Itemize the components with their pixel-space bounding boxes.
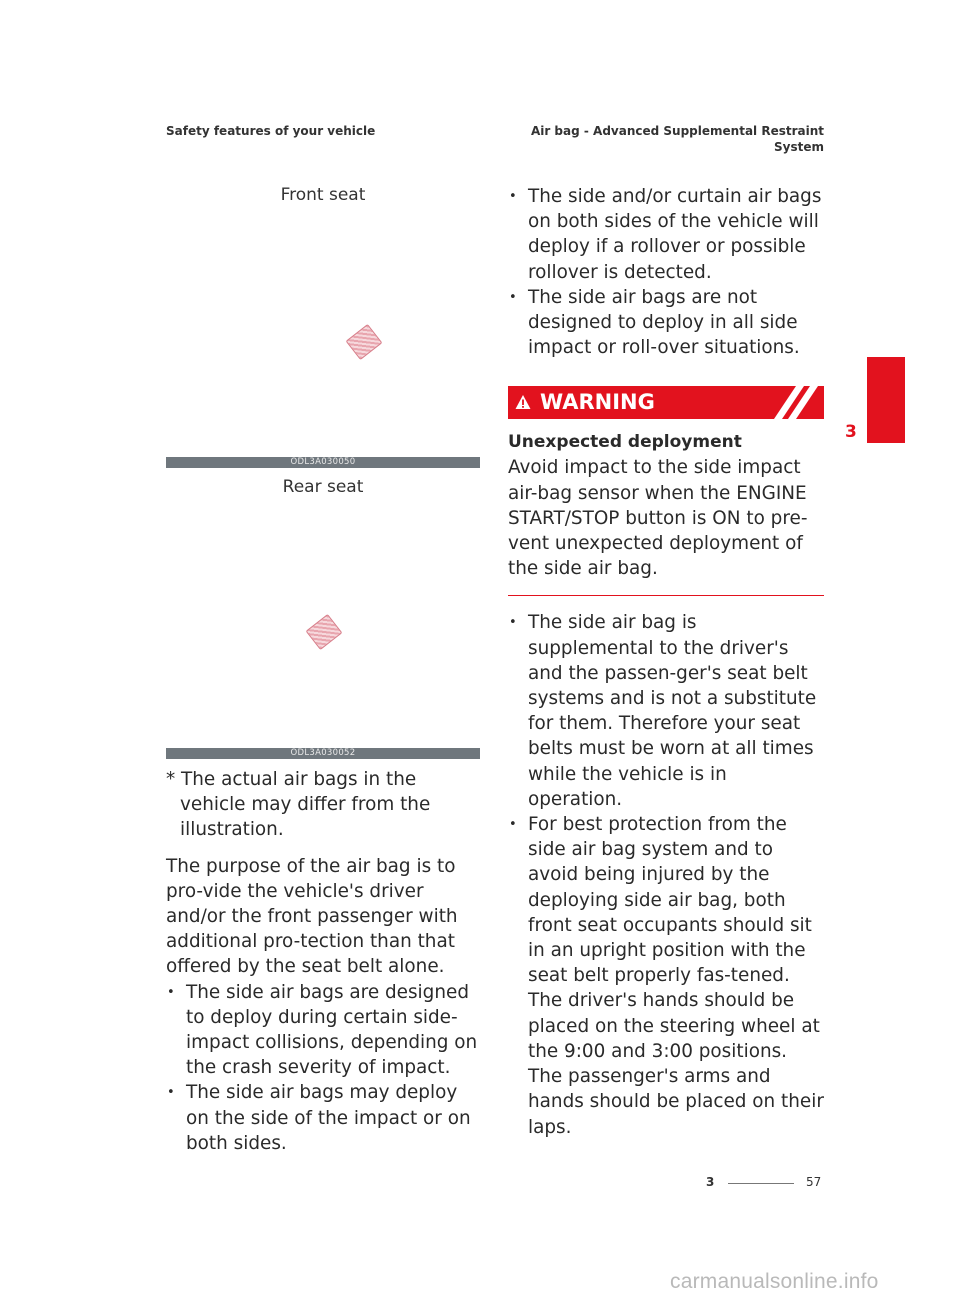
figure-code-front-seat: ODL3A030050 bbox=[166, 457, 480, 468]
footer-divider bbox=[728, 1183, 794, 1184]
list-item: • The side air bag is supplemental to the driver's and the passen-ger's seat belt systems and is not a substitute for them. Therefore your seat belts must be worn at all times while the vehicle is in operation. bbox=[508, 610, 824, 812]
warning-subtitle: Unexpected deployment bbox=[508, 432, 742, 453]
warning-title: WARNING bbox=[540, 390, 655, 415]
chapter-side-number: 3 bbox=[845, 422, 857, 442]
running-header-title-line2: System bbox=[774, 140, 824, 154]
warning-banner bbox=[508, 386, 824, 419]
list-item: • The side air bags are designed to deploy during certain side-impact collisions, depending on the crash severity of impact. bbox=[166, 980, 480, 1081]
purpose-paragraph: The purpose of the air bag is to pro-vide the vehicle's driver and/or the front passenger with additional pro-tection than that offered by the seat belt alone. bbox=[166, 855, 458, 978]
list-item: • The side air bags are not designed to deploy in all side impact or roll-over situations. bbox=[508, 285, 824, 361]
running-header-section: Safety features of your vehicle bbox=[166, 124, 376, 138]
site-watermark: carmanualsonline.info bbox=[670, 1270, 879, 1293]
warning-triangle-icon bbox=[515, 394, 531, 410]
figure-code-rear-seat: ODL3A030052 bbox=[166, 748, 480, 759]
warning-divider bbox=[508, 595, 824, 596]
footer-chapter-number: 3 bbox=[706, 1175, 715, 1189]
footer-page-number: 57 bbox=[806, 1175, 822, 1189]
running-header-title bbox=[520, 123, 824, 155]
figure-caption-rear-seat: Rear seat bbox=[282, 477, 364, 497]
figure-caption-front-seat: Front seat bbox=[280, 185, 366, 205]
illustration-note: * The actual air bags in the vehicle may differ from the illustration. bbox=[166, 769, 431, 841]
running-header-title-line1: Air bag - Advanced Supplemental Restraint bbox=[530, 124, 824, 138]
right-bullet-list-top bbox=[508, 184, 824, 360]
list-item: • The side air bags may deploy on the side of the impact or on both sides. bbox=[166, 1080, 480, 1156]
right-column bbox=[508, 184, 824, 1140]
chapter-side-tab bbox=[867, 357, 905, 443]
right-bullet-list-bottom bbox=[508, 610, 824, 1139]
left-column bbox=[166, 767, 480, 1156]
broken-image-icon bbox=[306, 614, 343, 650]
warning-text: Avoid impact to the side impact air-bag sensor when the ENGINE START/STOP button is ON to pre-vent unexpected deployment of the side air bag. bbox=[508, 457, 808, 580]
left-bullet-list bbox=[166, 980, 480, 1156]
list-item: • For best protection from the side air bag system and to avoid being injured by the deploying side air bag, both front seat occupants should sit in an upright position with the seat belt properly fas-tened. The driver's hands should be placed on the steering wheel at the 9:00 and 3:00 positions. The passenger's arms and hands should be placed on their laps. bbox=[508, 812, 824, 1140]
broken-image-icon bbox=[346, 324, 383, 360]
list-item: • The side and/or curtain air bags on both sides of the vehicle will deploy if a rollover or possible rollover is detected. bbox=[508, 184, 824, 285]
warning-slash-decoration bbox=[774, 386, 824, 419]
